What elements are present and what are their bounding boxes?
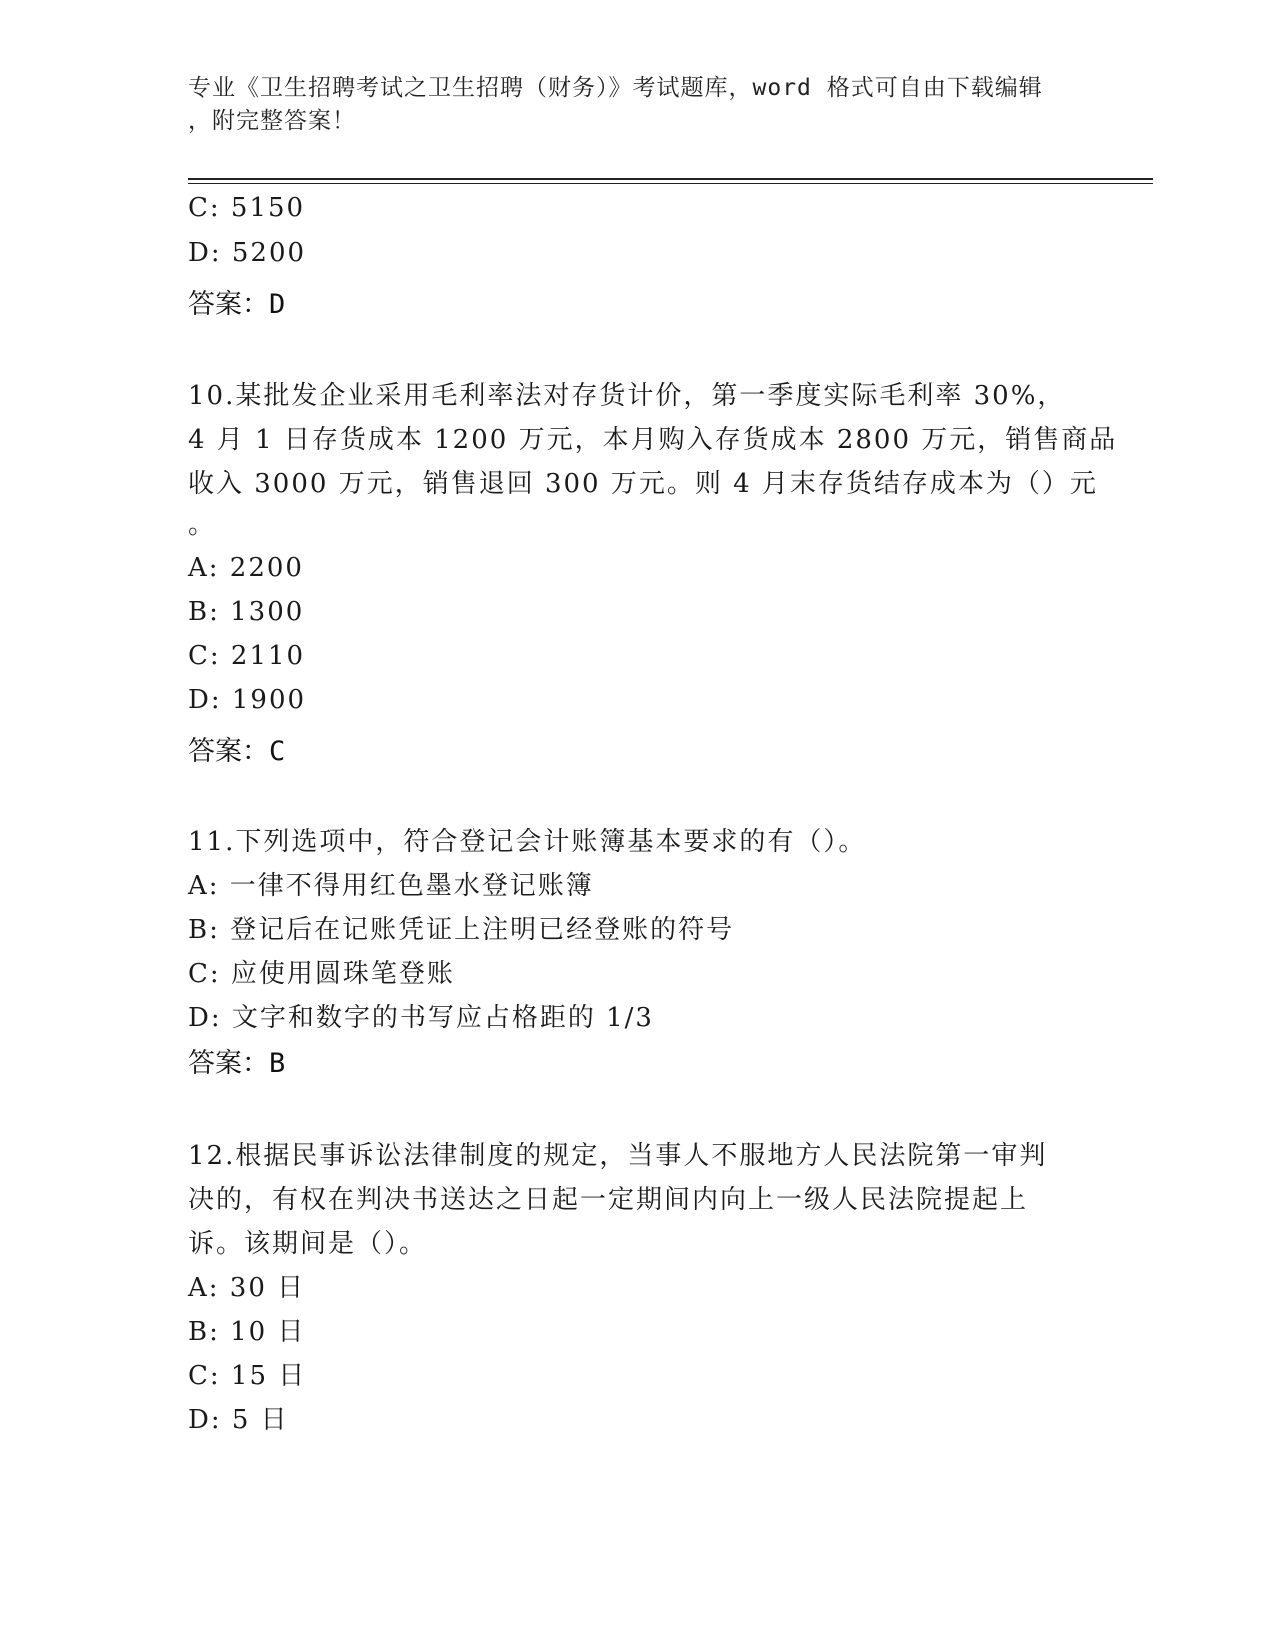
q11-option-c: C: 应使用圆珠笔登账 <box>188 959 455 989</box>
q11-option-d: D: 文字和数字的书写应占格距的 1/3 <box>188 1003 654 1033</box>
q12-option-b: B: 10 日 <box>188 1317 306 1347</box>
q10-answer: 答案：C <box>188 736 286 767</box>
q12-option-a: A: 30 日 <box>188 1273 306 1303</box>
q11-answer: 答案：B <box>188 1048 286 1079</box>
q12-option-c: C: 15 日 <box>188 1361 307 1391</box>
q11-option-b: B: 登记后在记账凭证上注明已经登账的符号 <box>188 915 735 945</box>
header-line-2: ，附完整答案！ <box>188 108 356 134</box>
header-divider-thick <box>188 178 1153 180</box>
q12-stem-line-1: 12.根据民事诉讼法律制度的规定，当事人不服地方人民法院第一审判 <box>188 1141 1048 1171</box>
q12-stem-line-3: 诉。该期间是（）。 <box>188 1229 428 1259</box>
q9-answer: 答案：D <box>188 289 286 320</box>
q11-option-a: A: 一律不得用红色墨水登记账簿 <box>188 871 594 901</box>
q12-option-d: D: 5 日 <box>188 1405 289 1435</box>
header-line-1: 专业《卫生招聘考试之卫生招聘（财务）》考试题库，word 格式可自由下载编辑 <box>188 75 1043 101</box>
q9-option-d: D: 5200 <box>188 238 307 268</box>
q10-stem-line-3: 收入 3000 万元，销售退回 300 万元。则 4 月末存货结存成本为（）元 <box>188 469 1098 499</box>
q10-option-d: D: 1900 <box>188 685 307 715</box>
document-header <box>188 72 1088 138</box>
q12-stem-line-2: 决的，有权在判决书送达之日起一定期间内向上一级人民法院提起上 <box>188 1185 1029 1215</box>
q11-stem-line-1: 11.下列选项中，符合登记会计账簿基本要求的有（）。 <box>188 827 867 857</box>
q10-stem-line-1: 10.某批发企业采用毛利率法对存货计价，第一季度实际毛利率 30%， <box>188 381 1066 411</box>
q10-option-c: C: 2110 <box>188 641 306 671</box>
q10-option-a: A: 2200 <box>188 553 304 583</box>
q10-stem-line-4: 。 <box>188 510 217 540</box>
q10-stem-line-2: 4 月 1 日存货成本 1200 万元，本月购入存货成本 2800 万元，销售商品 <box>188 425 1118 455</box>
q9-option-c: C: 5150 <box>188 193 306 223</box>
header-divider-thin <box>188 183 1153 184</box>
q10-option-b: B: 1300 <box>188 597 305 627</box>
